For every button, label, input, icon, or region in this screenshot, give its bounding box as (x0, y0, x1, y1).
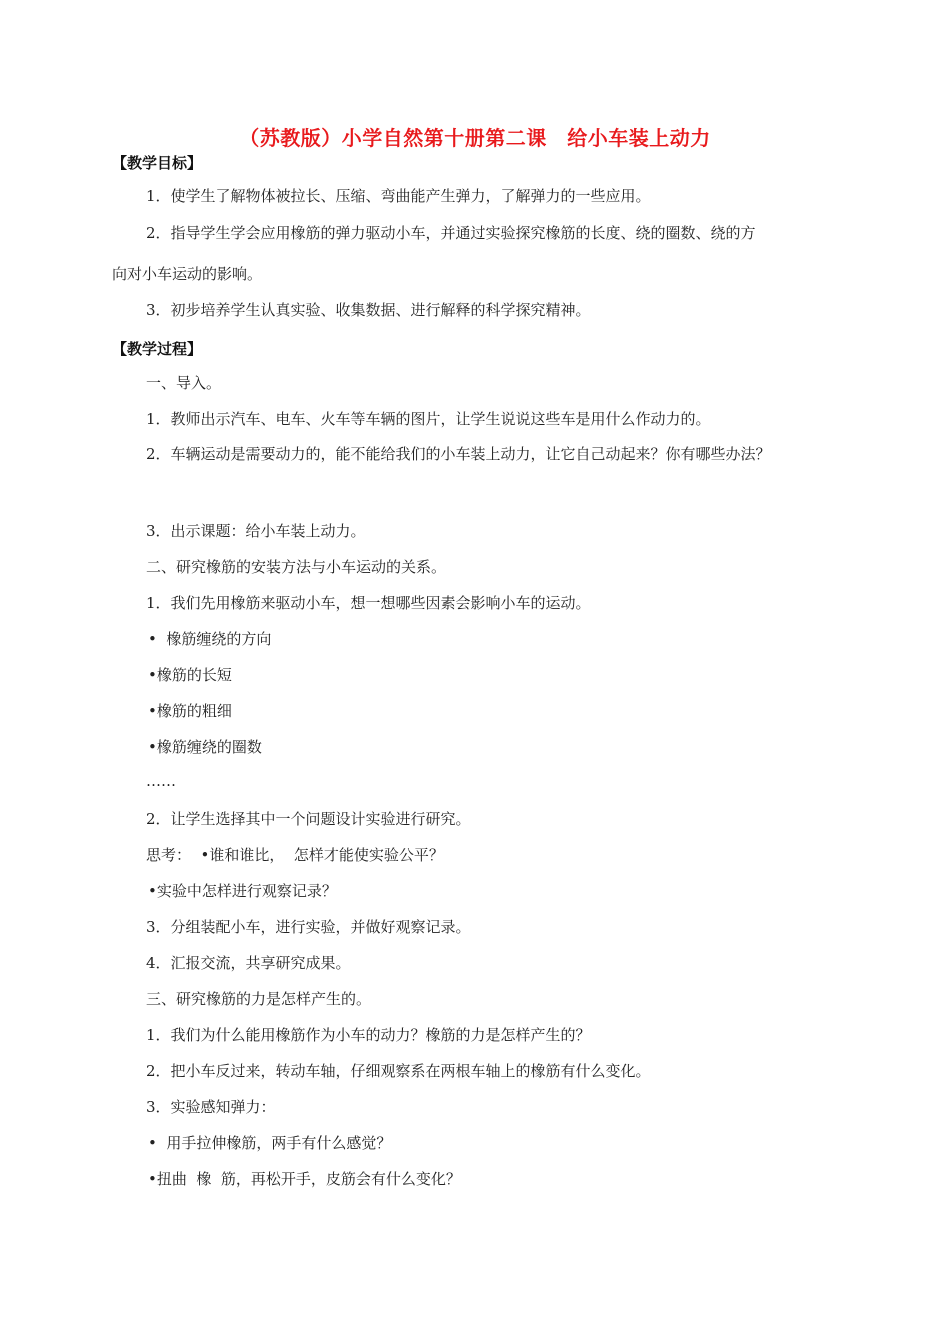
section-3-item-1: 1．我们为什么能用橡筋作为小车的动力？橡筋的力是怎样产生的？ (146, 1026, 591, 1044)
section-1-item-3: 3．出示课题：给小车装上动力。 (146, 522, 366, 540)
section-2-item-1: 1．我们先用橡筋来驱动小车，想一想哪些因素会影响小车的运动。 (146, 594, 591, 612)
objectives-heading: 【教学目标】 (112, 154, 203, 172)
section-2-item-4: 4．汇报交流，共享研究成果。 (146, 954, 351, 972)
objective-item-1: 1．使学生了解物体被拉长、压缩、弯曲能产生弹力，了解弹力的一些应用。 (146, 187, 651, 205)
section-2-item-3: 3．分组装配小车，进行实验，并做好观察记录。 (146, 918, 471, 936)
think-question-bullet-2: •实验中怎样进行观察记录？ (148, 882, 337, 900)
section-2-item-2: 2．让学生选择其中一个问题设计实验进行研究。 (146, 810, 471, 828)
objective-item-2-continued: 向对小车运动的影响。 (112, 265, 263, 283)
factor-bullet-thickness: •橡筋的粗细 (148, 702, 232, 720)
factor-bullet-direction: • 橡筋缠绕的方向 (148, 630, 272, 648)
factor-bullet-length: •橡筋的长短 (148, 666, 232, 684)
process-heading: 【教学过程】 (112, 340, 203, 358)
experiment-bullet-twist: •扭曲 橡 筋，再松开手，皮筋会有什么变化？ (148, 1170, 461, 1188)
experiment-bullet-stretch: • 用手拉伸橡筋，两手有什么感觉？ (148, 1134, 392, 1152)
section-1-item-1: 1．教师出示汽车、电车、火车等车辆的图片，让学生说说这些车是用什么作动力的。 (146, 410, 711, 428)
section-3-item-3: 3．实验感知弹力： (146, 1098, 276, 1116)
section-1-item-2: 2．车辆运动是需要动力的，能不能给我们的小车装上动力，让它自己动起来？你有哪些办法？ (146, 445, 771, 463)
objective-item-3: 3．初步培养学生认真实验、收集数据、进行解释的科学探究精神。 (146, 301, 591, 319)
factor-bullet-turns: •橡筋缠绕的圈数 (148, 738, 262, 756)
section-3-item-2: 2．把小车反过来，转动车轴，仔细观察系在两根车轴上的橡筋有什么变化。 (146, 1062, 651, 1080)
document-title: （苏教版）小学自然第十册第二课 给小车装上动力 (239, 126, 711, 150)
think-question: 思考： •谁和谁比， 怎样才能使实验公平？ (146, 846, 444, 864)
objective-item-2: 2．指导学生学会应用橡筋的弹力驱动小车，并通过实验探究橡筋的长度、绕的圈数、绕的方 (146, 224, 756, 242)
ellipsis: …… (146, 772, 176, 790)
section-2-title: 二、研究橡筋的安装方法与小车运动的关系。 (146, 558, 447, 576)
section-3-title: 三、研究橡筋的力是怎样产生的。 (146, 990, 372, 1008)
section-1-title: 一、导入。 (146, 374, 222, 392)
